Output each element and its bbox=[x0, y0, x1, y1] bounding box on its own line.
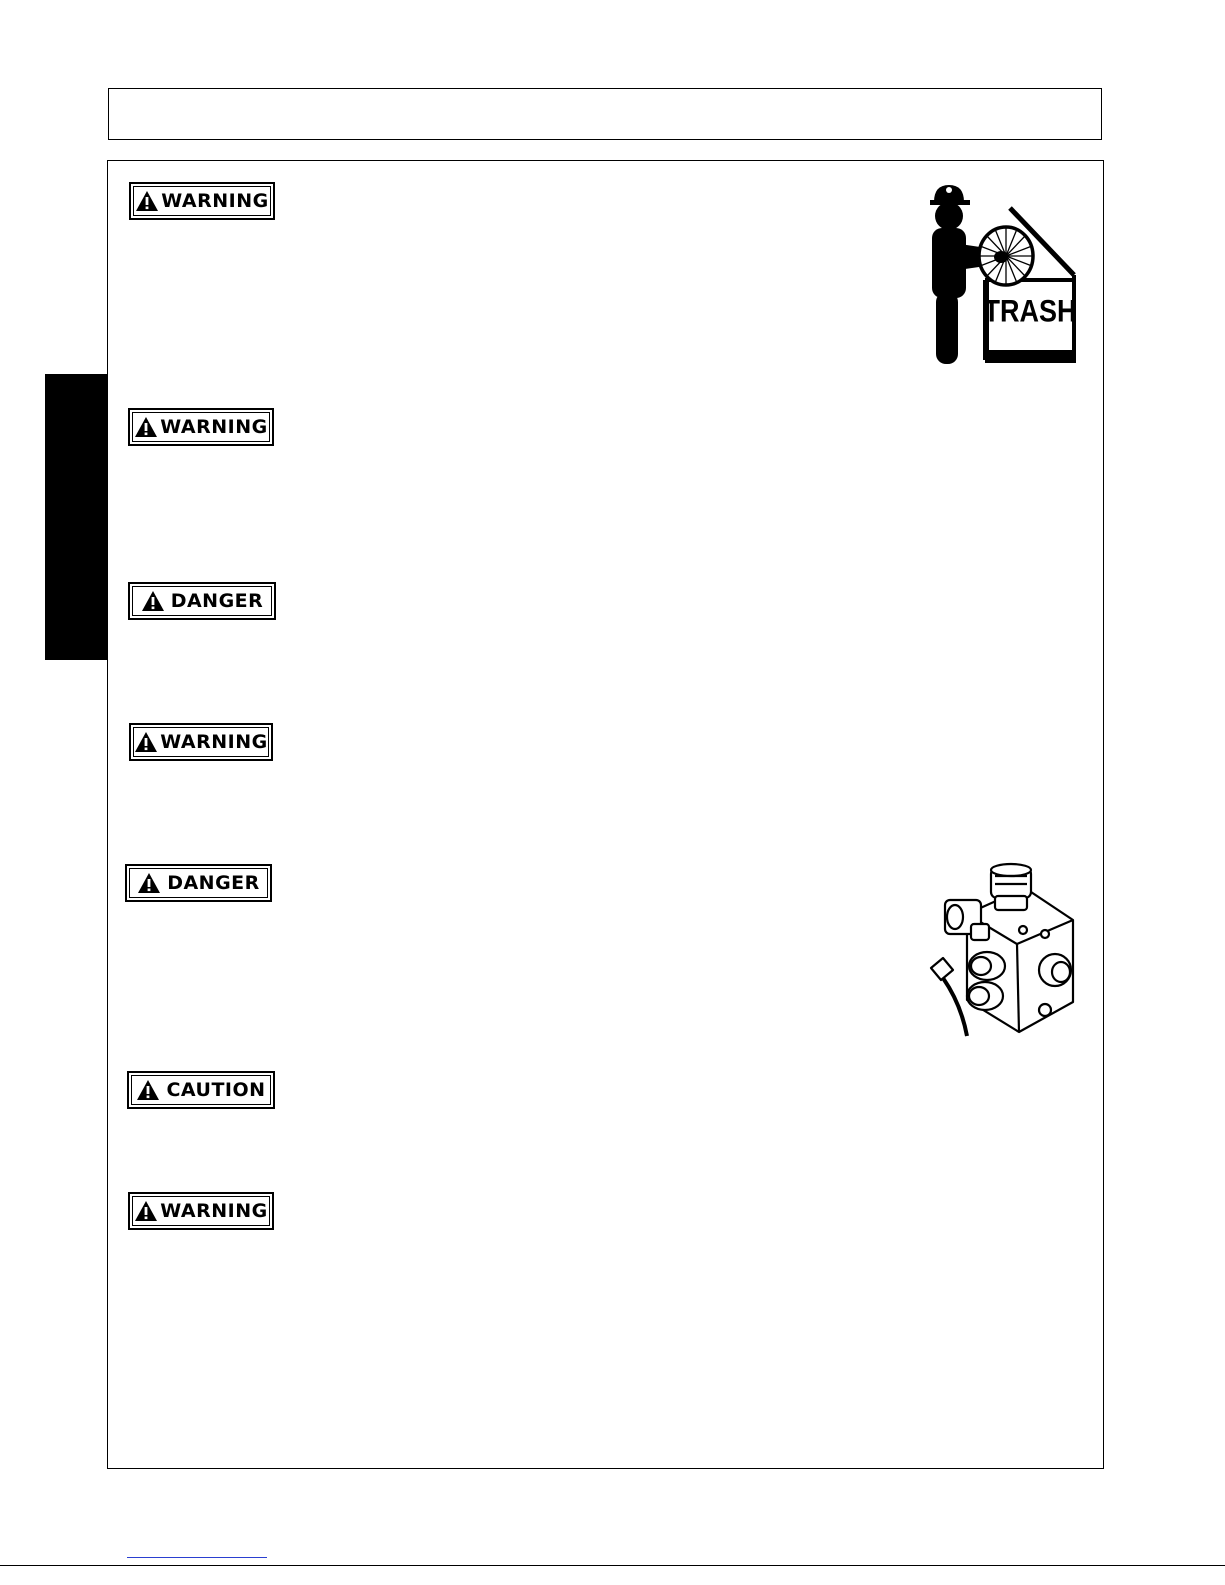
badge-label: DANGER bbox=[167, 871, 260, 894]
warning-triangle-icon bbox=[137, 872, 161, 894]
warning-badge-4 bbox=[128, 1192, 274, 1230]
badge-label: WARNING bbox=[160, 730, 268, 753]
badge-label: WARNING bbox=[160, 415, 268, 438]
worker-discarding-blade-icon bbox=[922, 180, 1082, 370]
warning-triangle-icon bbox=[134, 416, 158, 438]
warning-triangle-icon bbox=[134, 1200, 158, 1222]
trash-label: TRASH bbox=[983, 294, 1077, 329]
badge-label: WARNING bbox=[161, 189, 269, 212]
hydraulic-valve-icon bbox=[925, 862, 1085, 1040]
warning-triangle-icon bbox=[135, 190, 159, 212]
danger-badge-1 bbox=[128, 582, 276, 620]
warning-badge-3 bbox=[129, 723, 273, 761]
warning-triangle-icon bbox=[141, 590, 165, 612]
caution-badge bbox=[127, 1071, 275, 1109]
footer-link-underline bbox=[127, 1557, 267, 1558]
section-side-tab bbox=[45, 374, 107, 660]
warning-triangle-icon bbox=[134, 731, 158, 753]
warning-badge-1 bbox=[129, 182, 275, 220]
footer-rule bbox=[0, 1565, 1225, 1566]
warning-badge-2 bbox=[128, 408, 274, 446]
danger-badge-2 bbox=[125, 864, 272, 902]
badge-label: CAUTION bbox=[166, 1078, 266, 1101]
badge-label: DANGER bbox=[170, 589, 264, 612]
page-header-box bbox=[108, 88, 1102, 140]
badge-label: WARNING bbox=[160, 1199, 268, 1222]
warning-triangle-icon bbox=[136, 1079, 160, 1101]
